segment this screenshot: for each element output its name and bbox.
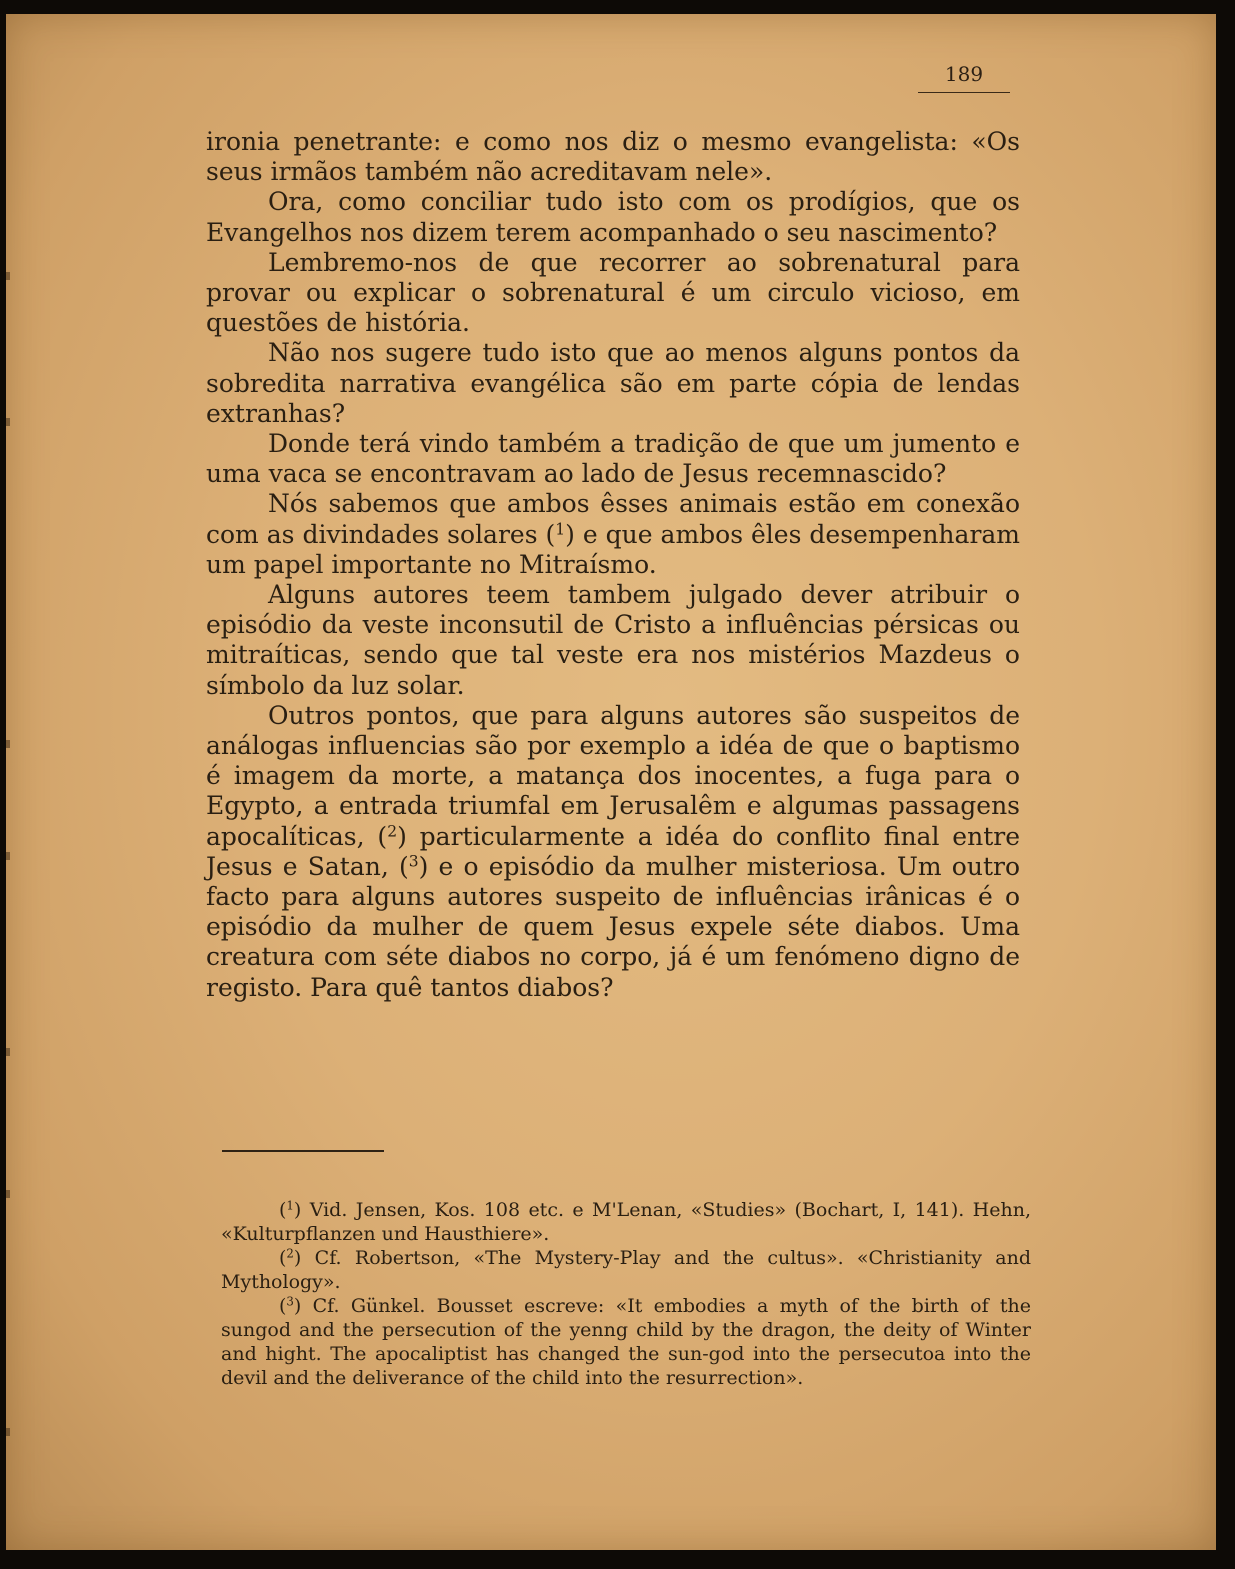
footnote-open: ( (279, 1199, 287, 1221)
footnote-open: ( (279, 1247, 287, 1269)
footnote-ref: 2 (387, 822, 398, 841)
paragraph: Donde terá vindo também a tradição de que um jumento e uma vaca se encontravam ao lado de Jesus recemnascido? (206, 429, 1020, 489)
paragraph: Alguns autores teem tambem julgado dever atribuir o episódio da veste inconsutil de Cristo a influências pérsicas ou mitraíticas, sendo que tal veste era nos mistérios Mazdeus o símbolo da luz solar. (206, 580, 1020, 700)
paragraph (206, 489, 1020, 580)
footnote-close: ) (293, 1199, 302, 1221)
footnote-ref: 1 (555, 520, 566, 539)
paragraph: ironia penetrante: e como nos diz o mesmo evangelista: «Os seus irmãos também não acreditavam nele». (206, 127, 1020, 187)
paragraph-text: Outros pontos, que para alguns autores são suspeitos de análogas influencias são por exemplo a idéa de que o baptismo é imagem da morte, a matança dos inocentes, a fuga para o Egypto, a entrada triumfal em Jerusalêm e algumas passagens apocalíticas, ( (206, 700, 1020, 851)
footnote-separator (222, 1150, 384, 1152)
paragraph: Lembremo-nos de que recorrer ao sobrenatural para provar ou explicar o sobrenatural é um circulo vicioso, em questões de história. (206, 247, 1020, 338)
footnote-close: ) (293, 1247, 302, 1269)
footnote-mark: 3 (286, 1294, 294, 1309)
footnote-mark: 2 (286, 1246, 294, 1261)
footnote-ref: 3 (408, 852, 419, 871)
footnotes (221, 1198, 1031, 1390)
paragraph (206, 701, 1020, 1003)
paragraph: Ora, como conciliar tudo isto com os prodígios, que os Evangelhos nos dizem terem acompanhado o seu nascimento? (206, 187, 1020, 247)
book-page (6, 14, 1216, 1550)
footnote (221, 1246, 1031, 1294)
page-edge-mark (6, 1428, 10, 1436)
page-edge-mark (6, 418, 10, 426)
footnote-mark: 1 (286, 1198, 294, 1213)
paragraph-text: ) e que ambos êles desempenharam um papel importante no Mitraísmo. (206, 519, 1020, 579)
page-number: 189 (918, 62, 1010, 93)
footnote-text: Cf. Robertson, «The Mystery-Play and the cultus». «Christianity and Mythology». (221, 1247, 1031, 1293)
footnote (221, 1198, 1031, 1246)
paragraph: Não nos sugere tudo isto que ao menos alguns pontos da sobredita narrativa evangélica são em parte cópia de lendas extranhas? (206, 338, 1020, 428)
footnote-text: Cf. Günkel. Bousset escreve: «It embodies a myth of the birth of the sungod and the persecution of the yenng child by the dragon, the deity of Winter and hight. The apocaliptist has changed the sun-god into the persecutoa into the devil and the deliverance of the child into the resurrection». (221, 1295, 1031, 1389)
main-text (206, 127, 1020, 1003)
paragraph-text: ) e o episódio da mulher misteriosa. Um outro facto para alguns autores suspeito de influências irânicas é o episódio da mulher de quem Jesus expele séte diabos. Uma creatura com séte diabos no corpo, já é um fenómeno digno de registo. Para quê tantos diabos? (206, 851, 1020, 1002)
page-edge-mark (6, 1190, 10, 1198)
footnote-text: Vid. Jensen, Kos. 108 etc. e M'Lenan, «Studies» (Bochart, I, 141). Hehn, «Kulturpflanzen und Hausthiere». (221, 1199, 1031, 1245)
footnote (221, 1294, 1031, 1390)
page-edge-mark (6, 852, 10, 860)
paragraph-text: Nós sabemos que ambos êsses animais estão em conexão com as divindades solares ( (206, 489, 1020, 549)
page-edge-mark (6, 1048, 10, 1056)
paragraph-text: ) particularmente a idéa do conflito final entre Jesus e Satan, ( (206, 821, 1020, 881)
page-edge-mark (6, 740, 10, 748)
footnote-open: ( (279, 1295, 287, 1317)
page-edge-mark (6, 272, 10, 280)
footnote-close: ) (293, 1295, 302, 1317)
